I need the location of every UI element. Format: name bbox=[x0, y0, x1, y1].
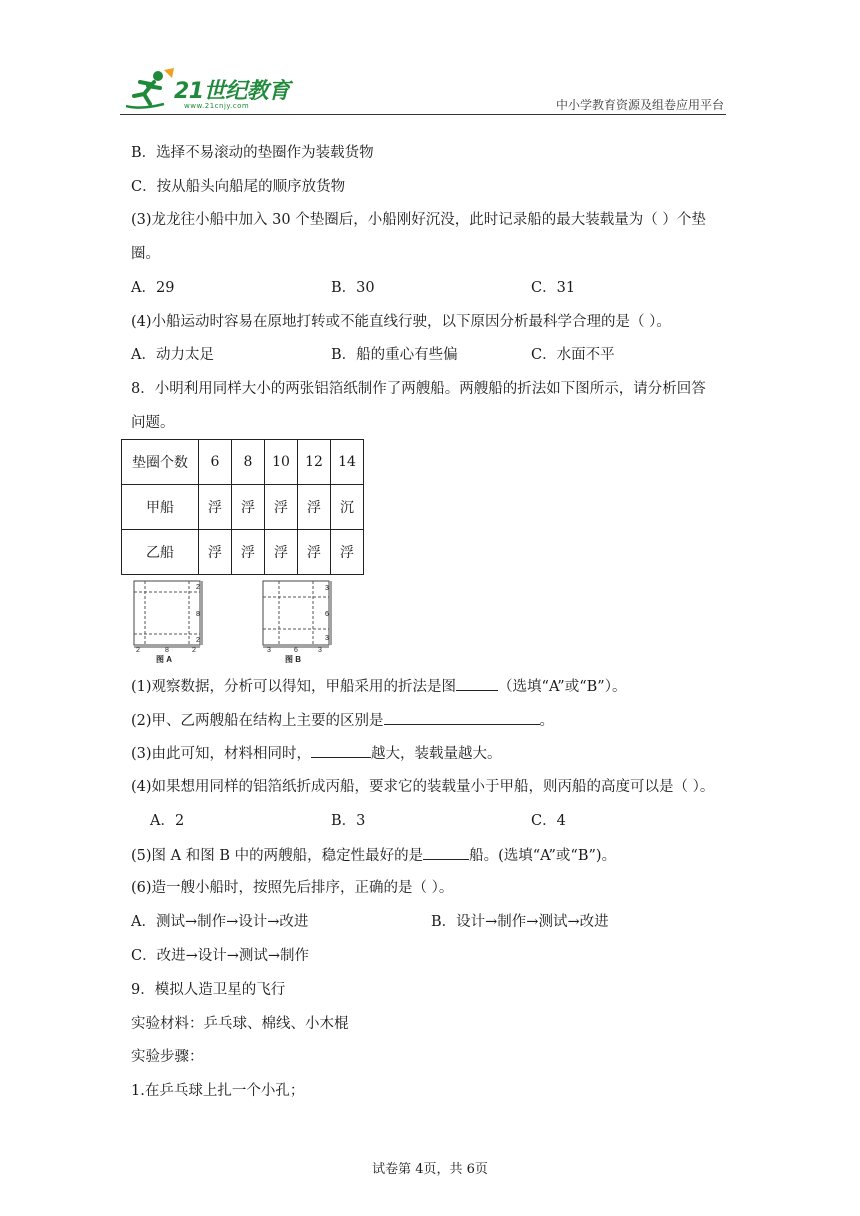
folding-diagrams bbox=[132, 578, 352, 668]
option-a: A．2 bbox=[150, 813, 185, 829]
table-row bbox=[122, 485, 364, 530]
dim-label: 8 bbox=[196, 611, 200, 618]
option-a: A．29 bbox=[131, 280, 175, 296]
answer-blank[interactable] bbox=[311, 743, 371, 758]
question-2 bbox=[131, 710, 554, 731]
question-text: 圈。 bbox=[131, 246, 160, 262]
option-c: C．改进→设计→测试→制作 bbox=[131, 948, 310, 964]
answer-blank[interactable] bbox=[423, 845, 469, 860]
option-a: A．动力太足 bbox=[131, 347, 214, 363]
table-cell: 浮 bbox=[232, 530, 265, 575]
question-text: (5)图 A 和图 B 中的两艘船，稳定性最好的是 bbox=[131, 848, 424, 864]
table-row bbox=[122, 530, 364, 575]
option-line: C．按从船头向船尾的顺序放货物 bbox=[131, 179, 346, 195]
dim-label: 6 bbox=[325, 611, 329, 618]
table-cell: 垫圈个数 bbox=[122, 440, 199, 485]
question-4: (4)如果想用同样的铝箔纸折成丙船，要求它的装载量小于甲船，则丙船的高度可以是（ ）。 bbox=[131, 779, 715, 795]
logo bbox=[120, 66, 295, 114]
table-cell: 沉 bbox=[331, 485, 364, 530]
question-text: 船。(选填“A”或“B”)。 bbox=[469, 848, 617, 864]
table-cell: 浮 bbox=[331, 530, 364, 575]
materials-text: 实验材料：乒乓球、棉线、小木棍 bbox=[131, 1016, 349, 1032]
figure-caption: 图 A bbox=[156, 655, 172, 664]
dim-label: 3 bbox=[267, 647, 271, 654]
question-text: (4)小船运动时容易在原地打转或不能直线行驶，以下原因分析最科学合理的是（ ）。 bbox=[131, 314, 671, 330]
section-title: 9．模拟人造卫星的飞行 bbox=[131, 982, 286, 998]
question-text: 问题。 bbox=[131, 415, 175, 431]
option-c: C．4 bbox=[531, 813, 566, 829]
runner-logo-icon bbox=[120, 66, 180, 112]
option-line: B．选择不易滚动的垫圈作为装载货物 bbox=[131, 145, 374, 161]
table-cell: 浮 bbox=[232, 485, 265, 530]
table-cell: 14 bbox=[331, 440, 364, 485]
logo-subtext: www.21cnjy.com bbox=[184, 102, 250, 110]
option-c: C．31 bbox=[531, 280, 576, 296]
page-footer: 试卷第 4页，共 6页 bbox=[372, 1162, 488, 1177]
question-text: (1)观察数据，分析可以得知，甲船采用的折法是图 bbox=[131, 679, 457, 695]
step-item: 1.在乒乓球上扎一个小孔； bbox=[131, 1083, 305, 1099]
option-b: B．3 bbox=[331, 813, 366, 829]
platform-label: 中小学教育资源及组卷应用平台 bbox=[555, 98, 724, 112]
figure-b bbox=[263, 581, 331, 664]
dim-label: 2 bbox=[196, 584, 200, 591]
figure-caption: 图 B bbox=[285, 655, 301, 664]
question-text: （选填“A”或“B”）。 bbox=[498, 679, 627, 695]
question-text: (3)龙龙往小船中加入 30 个垫圈后，小船刚好沉没，此时记录船的最大装载量为（ ）个垫 bbox=[131, 212, 706, 228]
table-cell: 6 bbox=[199, 440, 232, 485]
question-text: 。 bbox=[539, 713, 555, 729]
logo-text: 21世纪教育 bbox=[174, 79, 290, 104]
dim-label: 8 bbox=[165, 647, 169, 654]
option-b: B．设计→制作→测试→改进 bbox=[431, 914, 609, 930]
option-b: B．船的重心有些偏 bbox=[331, 347, 458, 363]
answer-blank[interactable] bbox=[384, 710, 540, 725]
question-6: (6)造一艘小船时，按照先后排序，正确的是（ ）。 bbox=[131, 880, 454, 896]
figure-a bbox=[134, 581, 202, 664]
question-text: 8．小明利用同样大小的两张铝箔纸制作了两艘船。两艘船的折法如下图所示，请分析回答 bbox=[131, 381, 706, 397]
option-a: A．测试→制作→设计→改进 bbox=[131, 914, 309, 930]
answer-blank[interactable] bbox=[456, 676, 498, 691]
dim-label: 3 bbox=[318, 647, 322, 654]
table-cell: 浮 bbox=[265, 485, 298, 530]
question-text: (2)甲、乙两艘船在结构上主要的区别是 bbox=[131, 713, 384, 729]
dim-label: 2 bbox=[196, 637, 200, 644]
table-cell: 浮 bbox=[298, 485, 331, 530]
table-cell: 浮 bbox=[265, 530, 298, 575]
page-header bbox=[120, 66, 726, 116]
table-cell: 浮 bbox=[298, 530, 331, 575]
question-3 bbox=[131, 743, 502, 764]
table-cell: 甲船 bbox=[122, 485, 199, 530]
dim-label: 3 bbox=[325, 585, 329, 592]
table-cell: 8 bbox=[232, 440, 265, 485]
option-b: B．30 bbox=[331, 280, 375, 296]
dim-label: 2 bbox=[136, 647, 140, 654]
table-header-row bbox=[122, 440, 364, 485]
table-cell: 浮 bbox=[199, 530, 232, 575]
header-divider bbox=[120, 114, 726, 115]
dim-label: 3 bbox=[325, 635, 329, 642]
dim-label: 2 bbox=[192, 647, 196, 654]
question-1 bbox=[131, 676, 626, 697]
table-cell: 浮 bbox=[199, 485, 232, 530]
question-5 bbox=[131, 845, 616, 866]
question-text: (3)由此可知，材料相同时， bbox=[131, 746, 312, 762]
option-c: C．水面不平 bbox=[531, 347, 615, 363]
steps-label: 实验步骤： bbox=[131, 1049, 204, 1065]
question-text: 越大，装载量越大。 bbox=[371, 746, 502, 762]
table-cell: 乙船 bbox=[122, 530, 199, 575]
table-cell: 10 bbox=[265, 440, 298, 485]
data-table bbox=[121, 439, 364, 575]
dim-label: 6 bbox=[294, 647, 298, 654]
table-cell: 12 bbox=[298, 440, 331, 485]
